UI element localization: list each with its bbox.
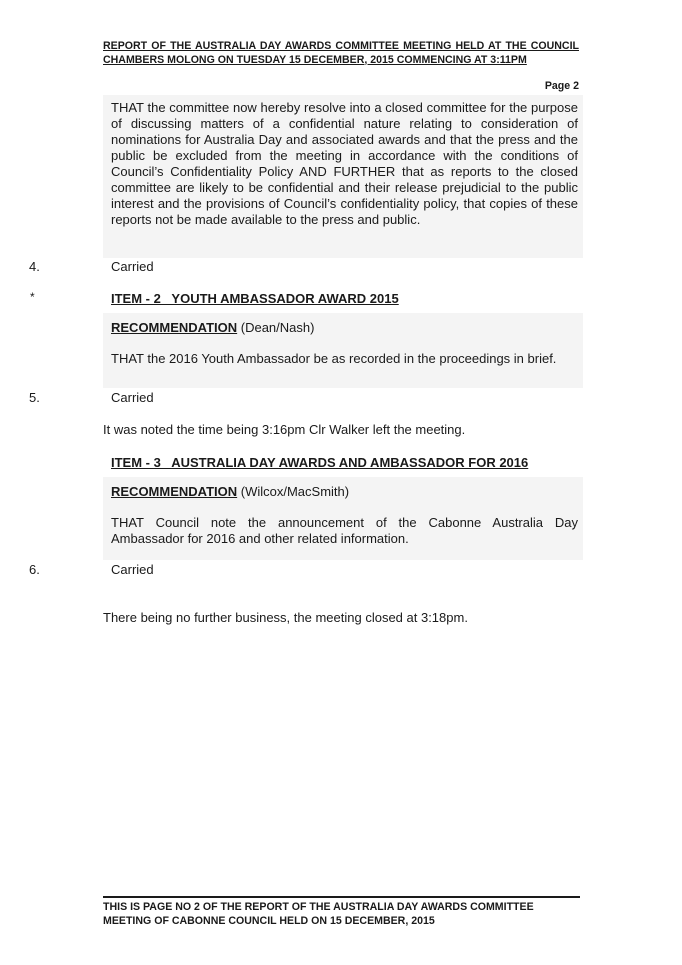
item-2-recommendation-text: THAT the 2016 Youth Ambassador be as recorded in the proceedings in brief. — [111, 351, 557, 366]
meeting-closed-note: There being no further business, the meeting closed at 3:18pm. — [103, 610, 468, 625]
recommendation-label: RECOMMENDATION — [111, 484, 238, 499]
minute-6-result: Carried — [111, 562, 154, 577]
item-2-heading: ITEM - 2 YOUTH AMBASSADOR AWARD 2015 — [111, 291, 399, 306]
item-2-recommendation-line — [111, 320, 314, 335]
recommendation-movers: (Dean/Nash) — [237, 320, 315, 335]
item-3-recommendation-line — [111, 484, 349, 499]
recommendation-label: RECOMMENDATION — [111, 320, 238, 335]
recommendation-movers: (Wilcox/MacSmith) — [237, 484, 350, 499]
minute-5-result: Carried — [111, 390, 154, 405]
minute-number-6: 6. — [29, 562, 40, 577]
footer-divider — [103, 896, 580, 898]
item-marker-asterisk: * — [30, 290, 35, 304]
item-3-heading: ITEM - 3 AUSTRALIA DAY AWARDS AND AMBASSADOR FOR 2016 — [111, 455, 529, 470]
closed-committee-resolution: THAT the committee now hereby resolve into a closed committee for the purpose of discussing matters of a confidential nature relating to consideration of nominations for Australia Day and associated awards and that the press and the public be excluded from the meeting in accordance with the conditions of Council’s Confidentiality Policy AND FURTHER that as reports to the closed committee are likely to be confidential and their release prejudicial to the public interest and the provisions of Council’s confidentiality policy, that copies of these reports not be made available to the press and public. — [111, 100, 578, 227]
minute-number-5: 5. — [29, 390, 40, 405]
item-3-recommendation-text: THAT Council note the announcement of the Cabonne Australia Day Ambassador for 2016 and other related information. — [111, 515, 578, 546]
page-number: Page 2 — [544, 80, 579, 92]
footer-text: THIS IS PAGE NO 2 OF THE REPORT OF THE AUSTRALIA DAY AWARDS COMMITTEE MEETING OF CABONNE COUNCIL HELD ON 15 DECEMBER, 2015 — [103, 901, 534, 927]
walker-left-note: It was noted the time being 3:16pm Clr Walker left the meeting. — [103, 422, 466, 437]
report-header-title: REPORT OF THE AUSTRALIA DAY AWARDS COMMITTEE MEETING HELD AT THE COUNCIL CHAMBERS MOLONG ON TUESDAY 15 DECEMBER, 2015 COMMENCING AT 3:11PM — [103, 40, 579, 66]
minute-4-result: Carried — [111, 259, 154, 274]
minute-number-4: 4. — [29, 259, 40, 274]
